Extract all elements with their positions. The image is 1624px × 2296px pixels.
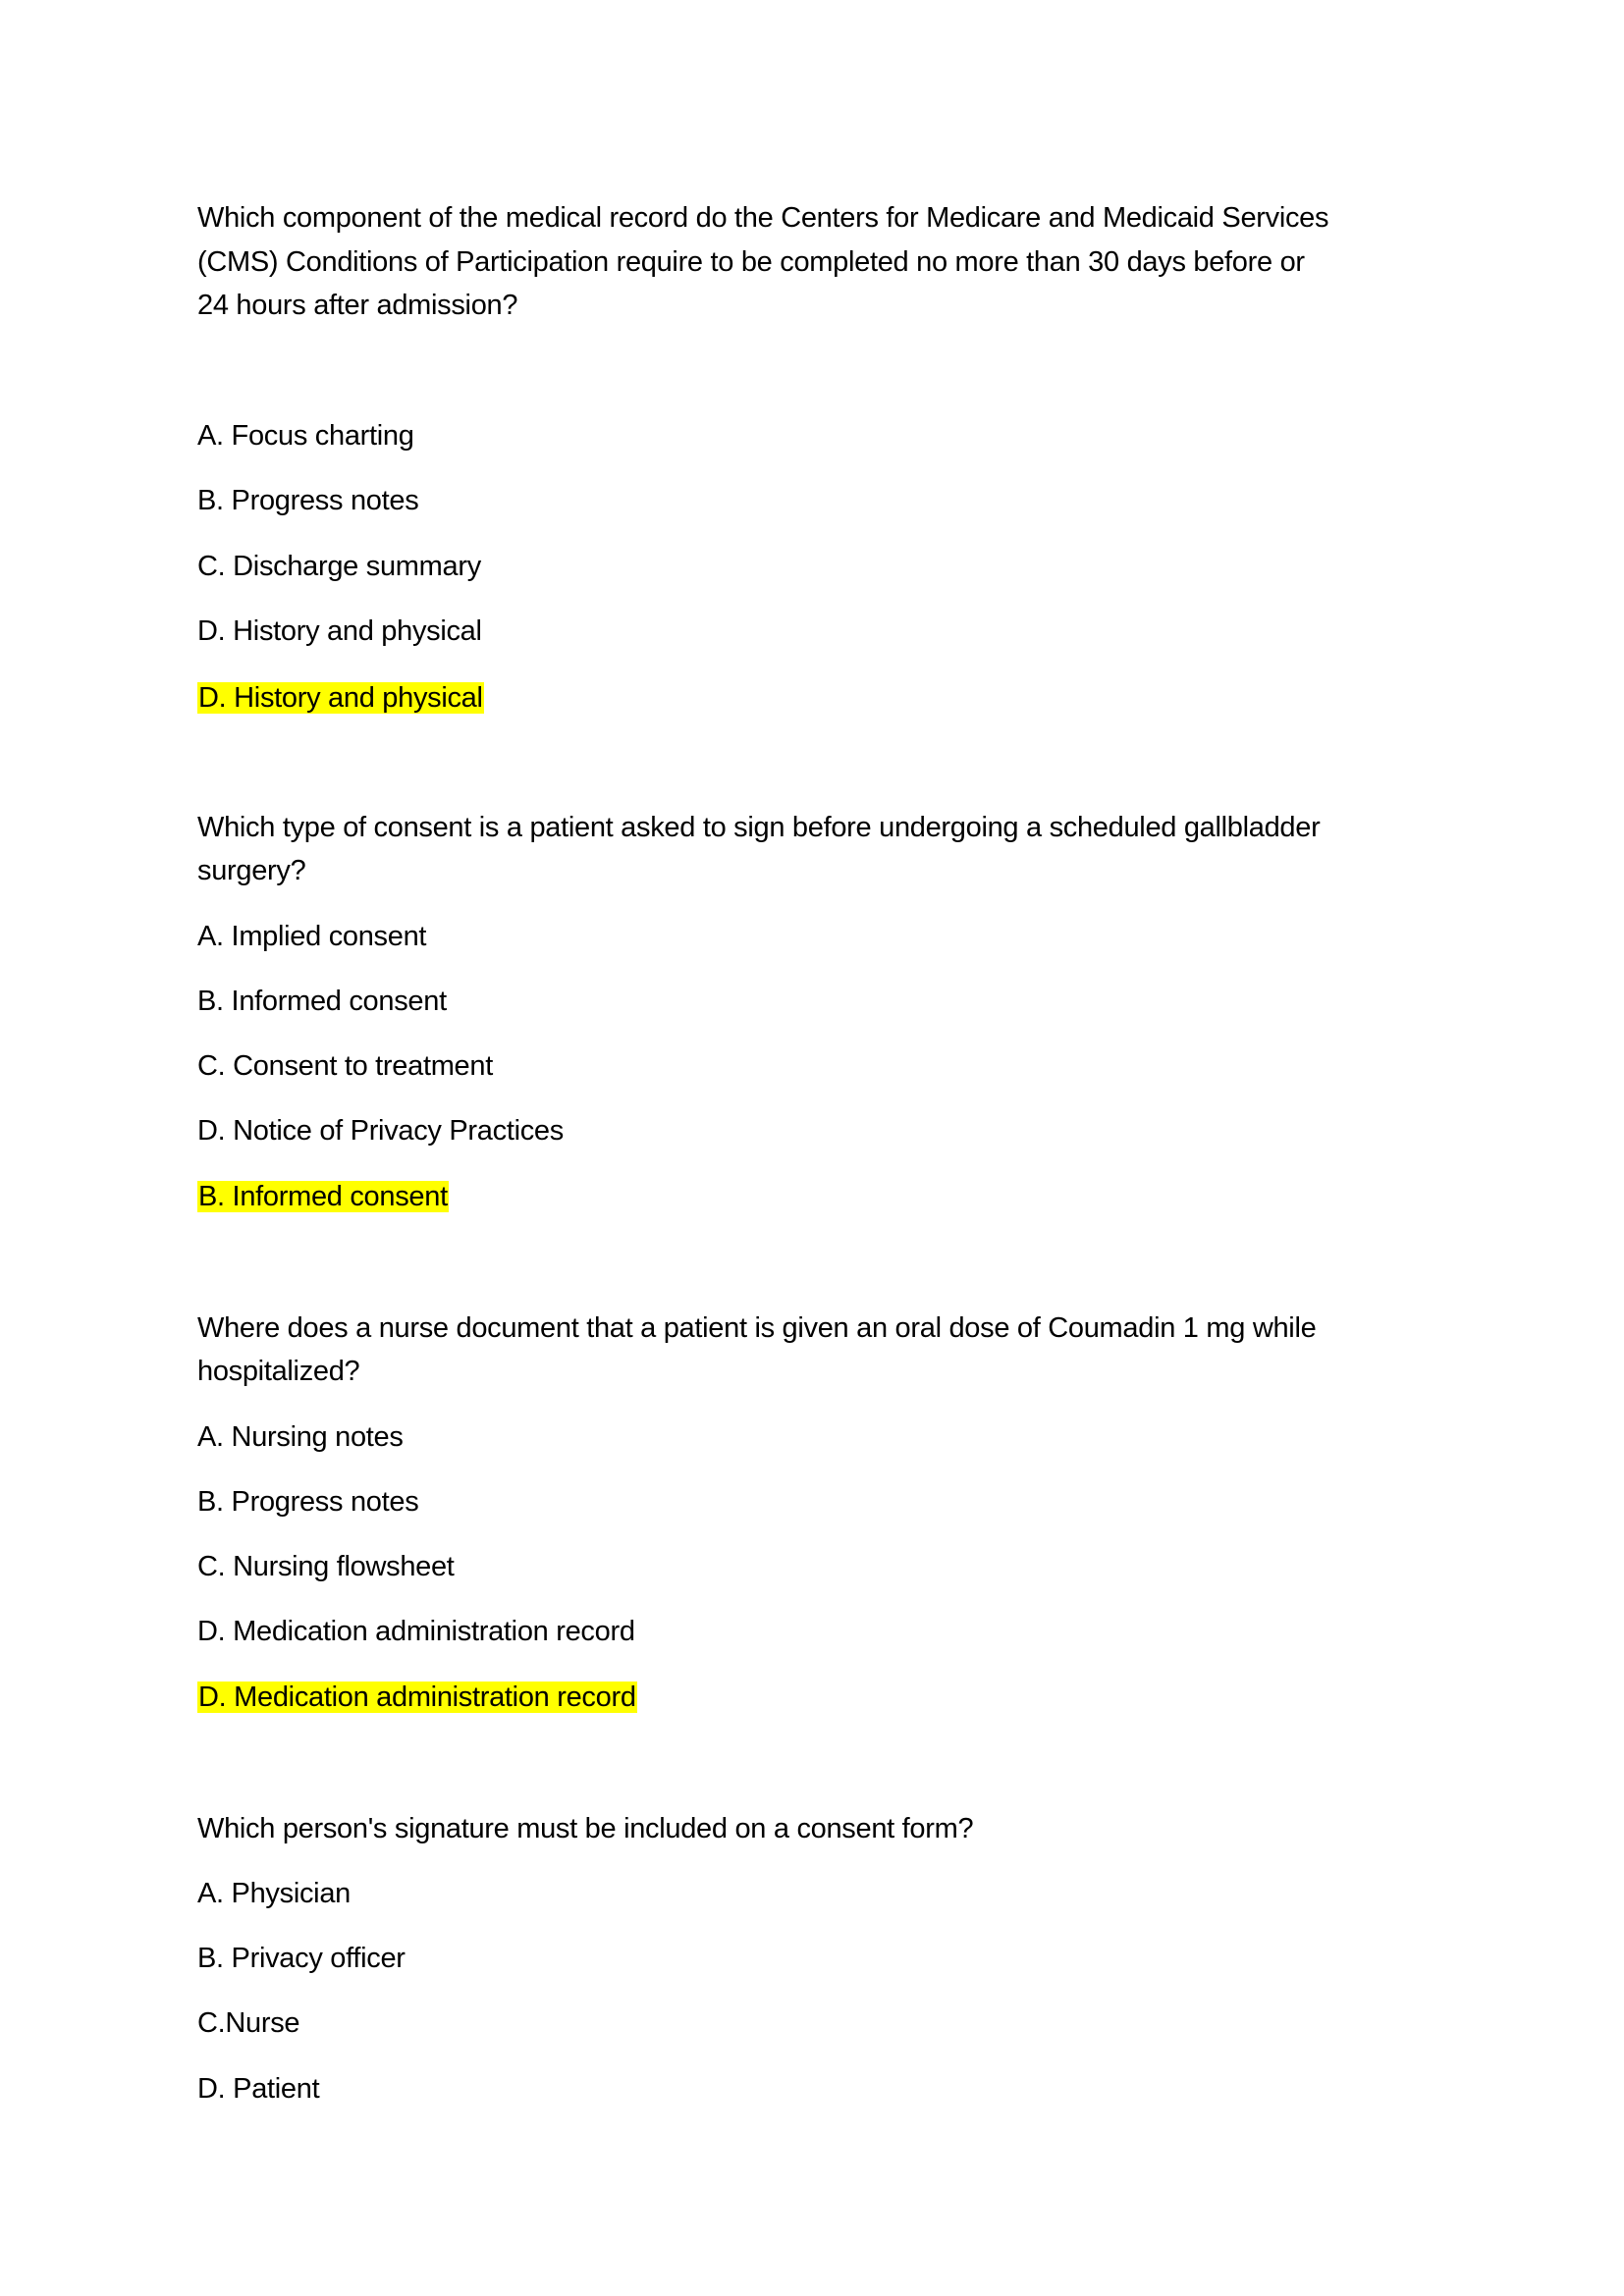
option-c: C.Nurse (197, 2007, 300, 2039)
option-b: B. Privacy officer (197, 1943, 406, 1974)
option-d: D. Notice of Privacy Practices (197, 1115, 564, 1147)
question-text: 24 hours after admission? (197, 290, 518, 321)
highlighted-answer: D. History and physical (198, 682, 483, 714)
option-a: A. Nursing notes (197, 1421, 404, 1453)
question-text: Which person's signature must be included on a consent form? (197, 1813, 974, 1844)
option-b: B. Informed consent (197, 986, 447, 1017)
question-text: hospitalized? (197, 1356, 360, 1387)
option-c: C. Consent to treatment (197, 1050, 493, 1082)
question-text: (CMS) Conditions of Participation require to be completed no more than 30 days before or (197, 246, 1305, 278)
highlighted-answer: D. Medication administration record (198, 1682, 636, 1713)
option-a: A. Physician (197, 1878, 351, 1909)
option-d: D. Patient (197, 2073, 320, 2105)
option-c: C. Discharge summary (197, 551, 481, 582)
question-text: Which type of consent is a patient asked to sign before undergoing a scheduled gallbladder (197, 812, 1321, 843)
question-text: Which component of the medical record do the Centers for Medicare and Medicaid Services (197, 202, 1329, 234)
option-d: D. Medication administration record (197, 1616, 635, 1647)
question-text: Where does a nurse document that a patient is given an oral dose of Coumadin 1 mg while (197, 1312, 1317, 1344)
option-b: B. Progress notes (197, 485, 419, 516)
option-d: D. History and physical (197, 615, 482, 647)
question-text: surgery? (197, 855, 306, 886)
option-c: C. Nursing flowsheet (197, 1551, 455, 1582)
option-a: A. Implied consent (197, 921, 427, 952)
option-a: A. Focus charting (197, 420, 414, 452)
highlighted-answer: B. Informed consent (198, 1181, 448, 1212)
option-b: B. Progress notes (197, 1486, 419, 1518)
